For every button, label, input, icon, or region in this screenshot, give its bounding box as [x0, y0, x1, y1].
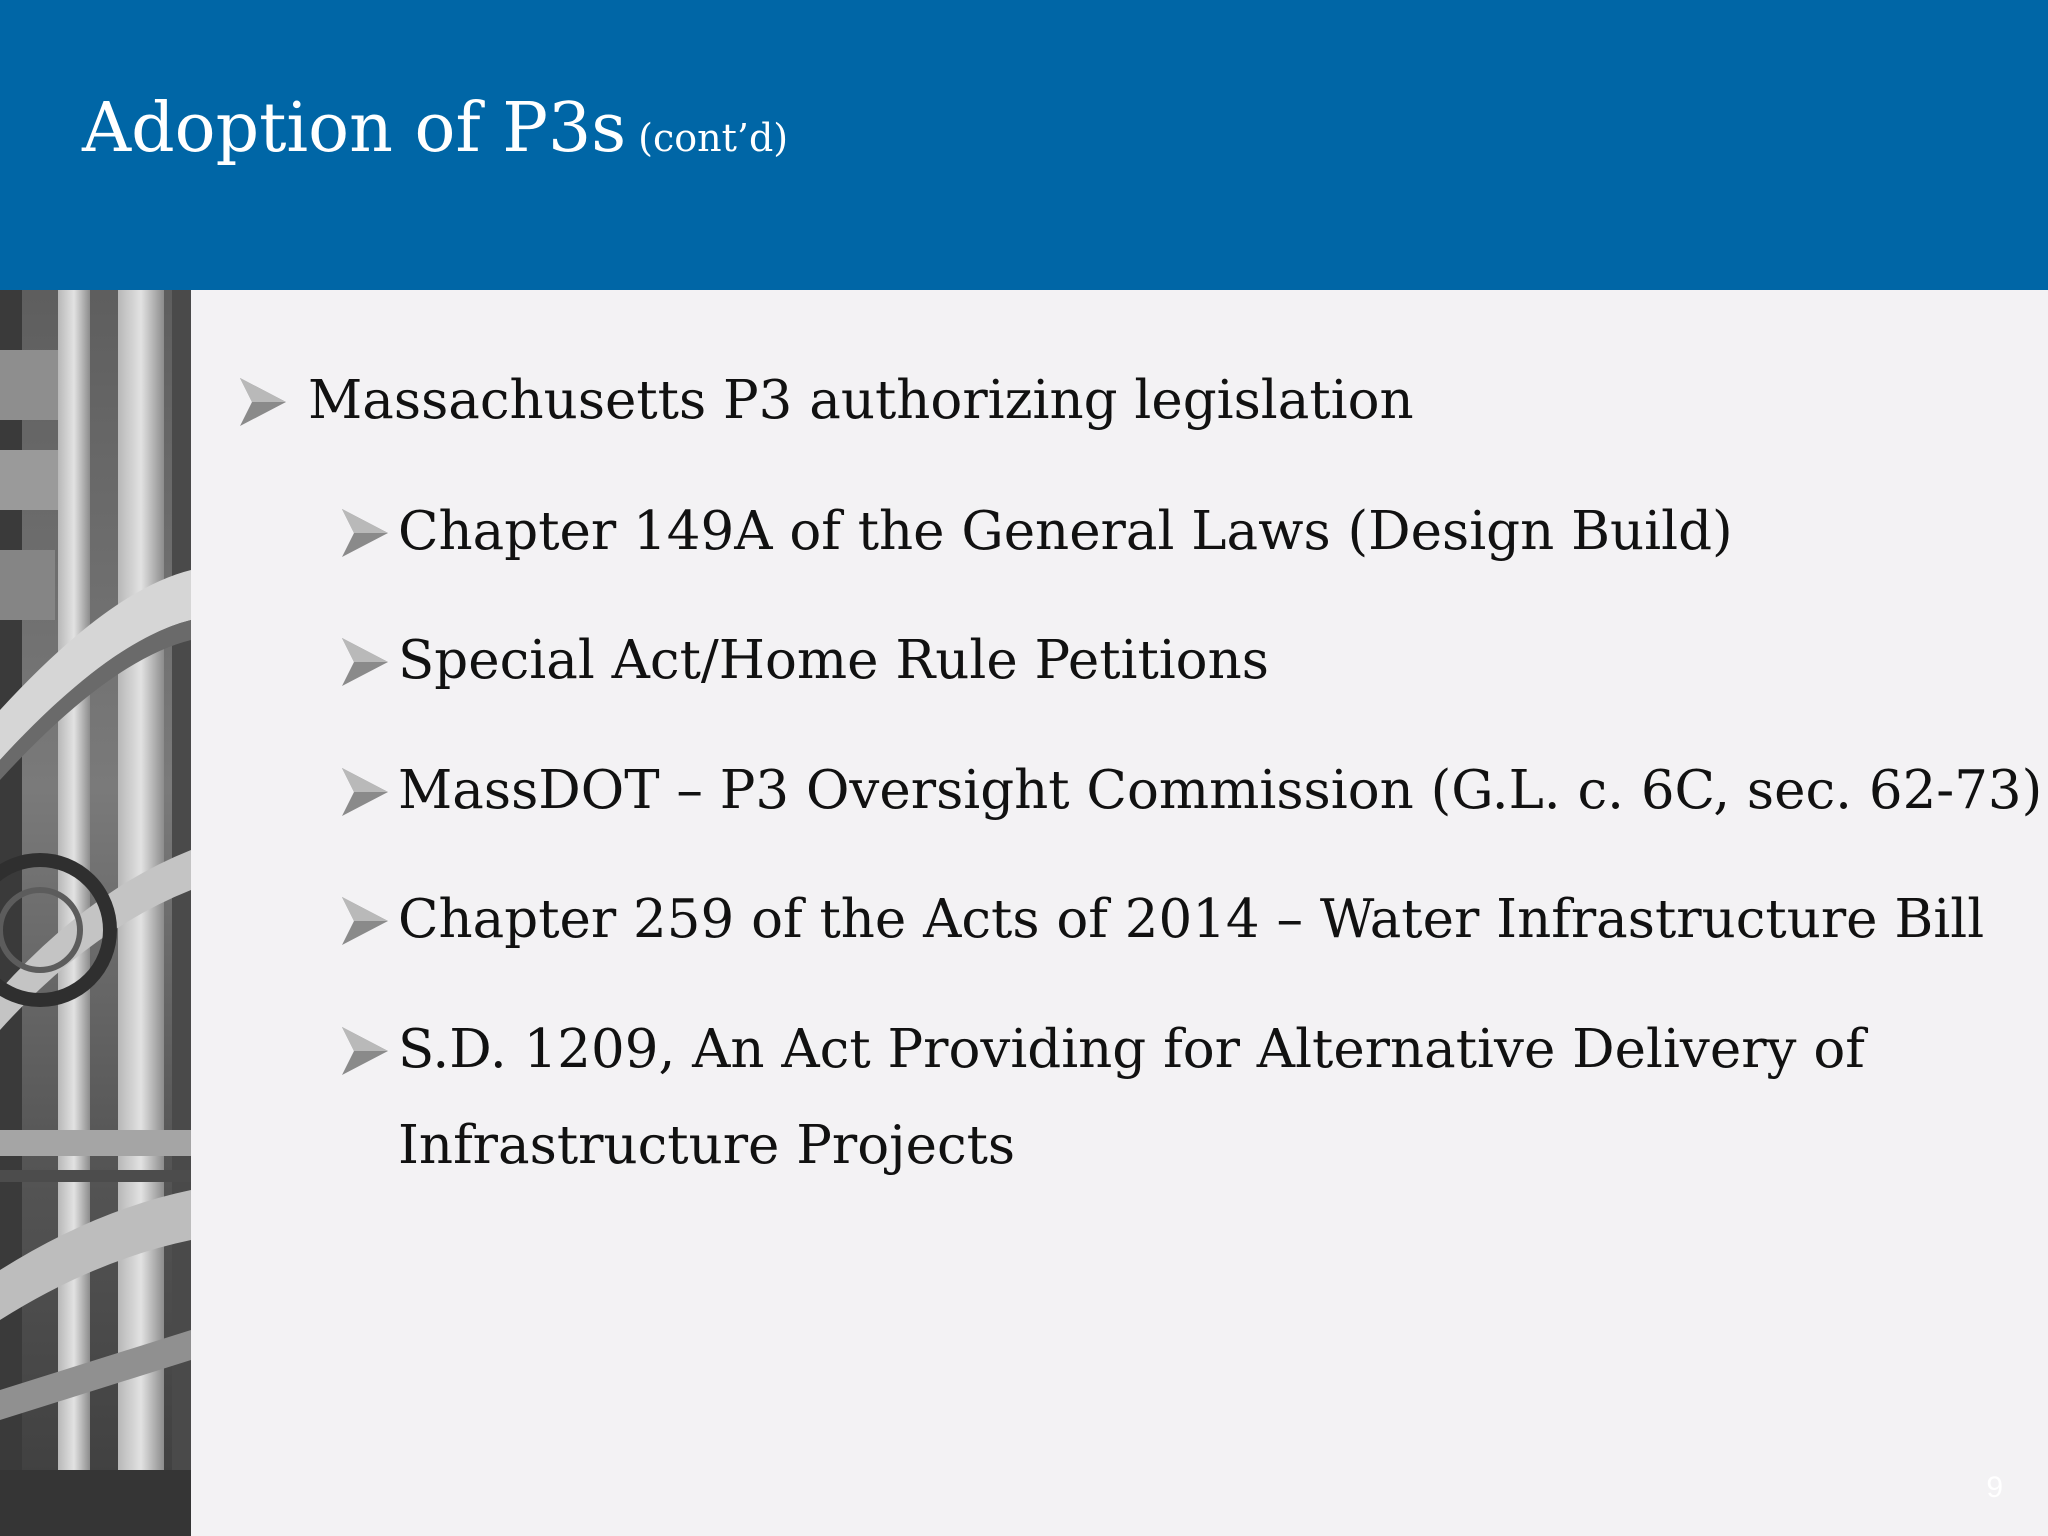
- bullet-item-3: [398, 613, 1269, 709]
- slide-title-main: Adoption of P3s: [82, 89, 627, 168]
- bullet-item-6-continuation: [398, 1098, 1015, 1194]
- bullet-text: Special Act/Home Rule Petitions: [398, 630, 1269, 691]
- bullet-item-2: [398, 484, 1733, 580]
- bullet-text: MassDOT – P3 Oversight Commission (G.L. c. 6C, sec. 62-73): [398, 760, 2043, 821]
- arrowhead-bullet-icon: [338, 636, 392, 688]
- arrowhead-bullet-icon: [338, 1025, 392, 1077]
- bullet-text: S.D. 1209, An Act Providing for Alternative Delivery of: [398, 1019, 1865, 1080]
- bullet-text: Massachusetts P3 authorizing legislation: [308, 370, 1414, 431]
- slide-title-suffix: (cont’d): [638, 116, 789, 160]
- bullet-item-4: [398, 743, 2042, 839]
- bullet-text: Infrastructure Projects: [398, 1115, 1016, 1176]
- bullet-item-1: [308, 353, 1414, 449]
- page-number: 9: [1986, 1471, 2003, 1504]
- bullet-item-6: [398, 1002, 1865, 1098]
- arrowhead-bullet-icon: [338, 507, 392, 559]
- arrowhead-bullet-icon: [338, 766, 392, 818]
- arrowhead-bullet-icon: [236, 376, 290, 428]
- bullet-item-5: [398, 872, 1984, 968]
- arrowhead-bullet-icon: [338, 895, 392, 947]
- bullet-text: Chapter 259 of the Acts of 2014 – Water Infrastructure Bill: [398, 889, 1985, 950]
- bullet-text: Chapter 149A of the General Laws (Design Build): [398, 501, 1733, 562]
